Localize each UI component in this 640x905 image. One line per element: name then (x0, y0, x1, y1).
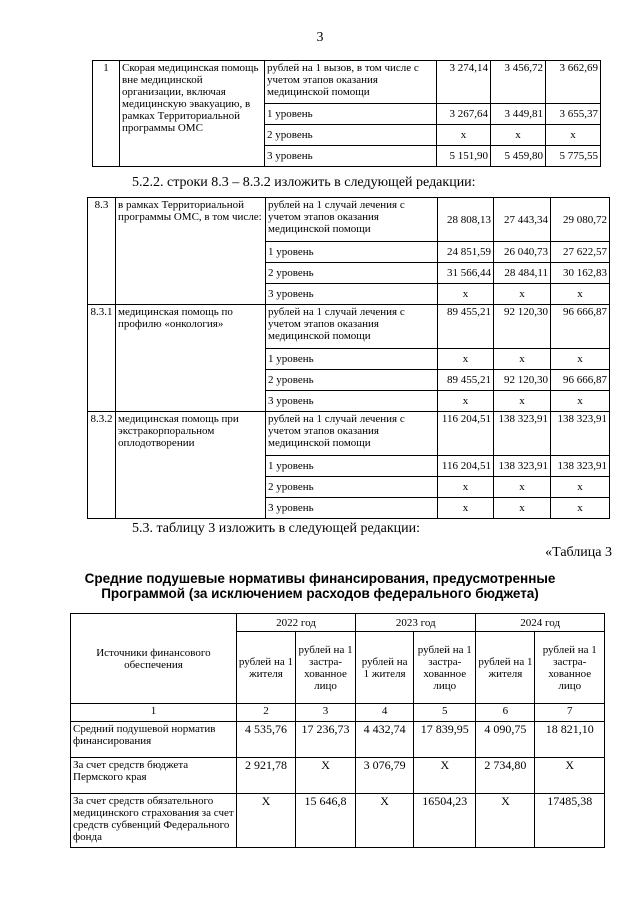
value-2022: x (438, 349, 494, 370)
value-2023-insured: Х (414, 758, 476, 794)
table-ambulance (92, 60, 601, 167)
row-label: За счет средств бюджета Пермского края (71, 758, 237, 794)
row-name: медицинская помощь по профилю «онкология» (116, 305, 266, 412)
row-unit: 1 уровень (266, 456, 438, 477)
value-2023: 26 040,73 (494, 242, 551, 263)
header-per-resident: рублей на 1 жителя (356, 632, 414, 704)
value-2023-resident: Х (356, 794, 414, 848)
value-2023-insured: 16504,23 (414, 794, 476, 848)
table-3-title-line-1: Средние подушевые нормативы финансирования, предусмотренные (84, 571, 556, 586)
value-2023: 5 459,80 (491, 146, 546, 167)
row-unit: рублей на 1 случай лечения с учетом этапов оказания медицинской помощи (266, 198, 438, 242)
value-2023: 27 443,34 (494, 198, 551, 242)
row-unit: 3 уровень (266, 391, 438, 412)
value-2023-resident: 4 432,74 (356, 722, 414, 758)
value-2024-resident: 4 090,75 (476, 722, 535, 758)
row-unit: 1 уровень (266, 349, 438, 370)
table-row (71, 794, 605, 848)
column-number: 4 (356, 704, 414, 722)
paragraph-5-2-2: 5.2.2. строки 8.3 – 8.3.2 изложить в следующей редакции: (132, 175, 476, 190)
column-number: 6 (476, 704, 535, 722)
value-2022: 31 566,44 (438, 263, 494, 284)
row-number: 8.3.1 (88, 305, 116, 412)
row-unit: 1 уровень (266, 242, 438, 263)
column-number-row (71, 704, 605, 722)
value-2023: 3 449,81 (491, 104, 546, 125)
row-unit: 3 уровень (265, 146, 437, 167)
row-unit: рублей на 1 случай лечения с учетом этапов оказания медицинской помощи (266, 305, 438, 349)
value-2022: 116 204,51 (438, 412, 494, 456)
table-header-row (71, 614, 605, 632)
value-2022: 3 267,64 (437, 104, 491, 125)
table-row (88, 305, 610, 349)
row-name: медицинская помощь при экстракорпоральном оплодотворении (116, 412, 266, 519)
value-2024-resident: 2 734,80 (476, 758, 535, 794)
column-number: 7 (535, 704, 605, 722)
value-2024-resident: Х (476, 794, 535, 848)
table-day-hospital (87, 197, 610, 519)
value-2022: x (438, 477, 494, 498)
table-3-title (60, 571, 580, 601)
value-2022: 89 455,21 (438, 370, 494, 391)
value-2023: x (494, 477, 551, 498)
header-per-insured: рублей на 1 застра-хованное лицо (414, 632, 476, 704)
value-2022-resident: Х (236, 794, 295, 848)
header-year-2024: 2024 год (476, 614, 605, 632)
value-2022: 89 455,21 (438, 305, 494, 349)
value-2022: x (438, 391, 494, 412)
value-2024: 138 323,91 (551, 456, 610, 477)
value-2024: x (546, 125, 601, 146)
table-3-label: «Таблица 3 (545, 545, 612, 560)
header-per-insured: рублей на 1 застра-хованное лицо (295, 632, 355, 704)
table-row (93, 61, 601, 104)
column-number: 5 (414, 704, 476, 722)
value-2022: 5 151,90 (437, 146, 491, 167)
value-2022: x (437, 125, 491, 146)
value-2023: 28 484,11 (494, 263, 551, 284)
header-per-insured: рублей на 1 застра-хованное лицо (535, 632, 605, 704)
value-2023: x (494, 349, 551, 370)
value-2023: 92 120,30 (494, 370, 551, 391)
table-row (71, 722, 605, 758)
value-2024: x (551, 284, 610, 305)
header-per-resident: рублей на 1 жителя (476, 632, 535, 704)
row-number: 8.3 (88, 198, 116, 305)
value-2023-insured: 17 839,95 (414, 722, 476, 758)
row-unit: 2 уровень (266, 370, 438, 391)
table-row (88, 412, 610, 456)
row-label: За счет средств обязательного медицинского страхования за счет средств субвенций Федерального фонда (71, 794, 237, 848)
value-2023-resident: 3 076,79 (356, 758, 414, 794)
value-2023: 3 456,72 (491, 61, 546, 104)
paragraph-5-3: 5.3. таблицу 3 изложить в следующей редакции: (132, 521, 421, 536)
row-unit: рублей на 1 случай лечения с учетом этапов оказания медицинской помощи (266, 412, 438, 456)
table-row (88, 198, 610, 242)
value-2022-insured: 17 236,73 (295, 722, 355, 758)
value-2023: x (494, 391, 551, 412)
row-name: в рамках Территориальной программы ОМС, в том числе: (116, 198, 266, 305)
value-2022: 24 851,59 (438, 242, 494, 263)
row-unit: 2 уровень (266, 263, 438, 284)
row-unit: 1 уровень (265, 104, 437, 125)
value-2024-insured: Х (535, 758, 605, 794)
value-2022: 28 808,13 (438, 198, 494, 242)
column-number: 2 (236, 704, 295, 722)
value-2024-insured: 18 821,10 (535, 722, 605, 758)
row-number: 8.3.2 (88, 412, 116, 519)
value-2022-insured: 15 646,8 (295, 794, 355, 848)
value-2022: x (438, 284, 494, 305)
value-2023: 138 323,91 (494, 412, 551, 456)
value-2023: x (494, 284, 551, 305)
table-row (71, 758, 605, 794)
row-unit: 2 уровень (265, 125, 437, 146)
value-2024: x (551, 391, 610, 412)
header-year-2022: 2022 год (236, 614, 355, 632)
value-2024: 3 662,69 (546, 61, 601, 104)
header-year-2023: 2023 год (356, 614, 476, 632)
value-2024: x (551, 349, 610, 370)
value-2022: x (438, 498, 494, 519)
row-number: 1 (93, 61, 120, 167)
value-2022-resident: 2 921,78 (236, 758, 295, 794)
row-unit: рублей на 1 вызов, в том числе с учетом этапов оказания медицинской помощи (265, 61, 437, 104)
row-unit: 3 уровень (266, 284, 438, 305)
value-2022: 3 274,14 (437, 61, 491, 104)
header-source: Источники финансового обеспечения (71, 614, 237, 704)
value-2024: 96 666,87 (551, 305, 610, 349)
column-number: 3 (295, 704, 355, 722)
value-2023: x (491, 125, 546, 146)
header-per-resident: рублей на 1 жителя (236, 632, 295, 704)
row-name: Скорая медицинская помощь вне медицинской организации, включая медицинскую эвакуацию, в рамках Территориальной программы ОМС (120, 61, 265, 167)
value-2023: 138 323,91 (494, 456, 551, 477)
value-2023: x (494, 498, 551, 519)
value-2024-insured: 17485,38 (535, 794, 605, 848)
row-unit: 3 уровень (266, 498, 438, 519)
row-unit: 2 уровень (266, 477, 438, 498)
value-2024: 5 775,55 (546, 146, 601, 167)
value-2024: 27 622,57 (551, 242, 610, 263)
column-number: 1 (71, 704, 237, 722)
value-2022: 116 204,51 (438, 456, 494, 477)
value-2024: x (551, 498, 610, 519)
value-2024: x (551, 477, 610, 498)
value-2024: 3 655,37 (546, 104, 601, 125)
value-2022-insured: Х (295, 758, 355, 794)
value-2024: 138 323,91 (551, 412, 610, 456)
row-label: Средний подушевой норматив финансирования (71, 722, 237, 758)
page-number: 3 (316, 30, 324, 45)
value-2024: 96 666,87 (551, 370, 610, 391)
value-2022-resident: 4 535,76 (236, 722, 295, 758)
value-2024: 29 080,72 (551, 198, 610, 242)
table-3-title-line-2: Программой (за исключением расходов федерального бюджета) (101, 586, 539, 601)
value-2023: 92 120,30 (494, 305, 551, 349)
table-per-capita-standards (70, 613, 605, 848)
value-2024: 30 162,83 (551, 263, 610, 284)
